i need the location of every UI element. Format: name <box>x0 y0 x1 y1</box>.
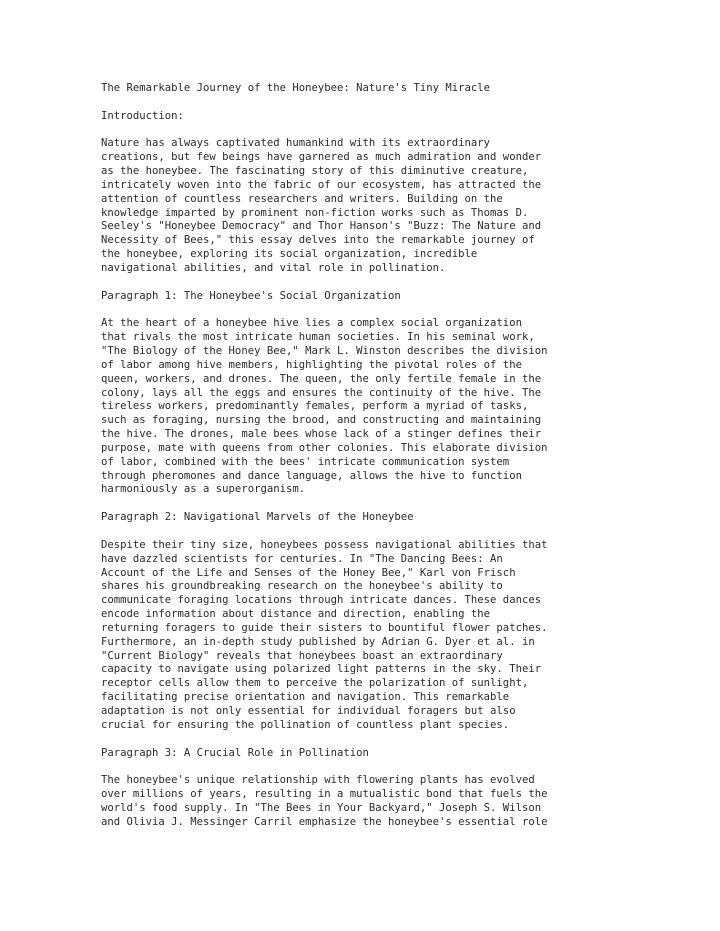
text-line: queen, workers, and drones. The queen, the only fertile female in the <box>101 372 542 385</box>
section-social-organization <box>101 290 631 498</box>
text-line: have dazzled scientists for centuries. In "The Dancing Bees: An <box>101 552 503 565</box>
section-navigational-marvels <box>101 511 631 733</box>
spacer <box>101 760 631 774</box>
spacer <box>101 304 631 318</box>
text-line: adaptation is not only essential for individual foragers but also <box>101 704 516 717</box>
text-line: Necessity of Bees," this essay delves into the remarkable journey of <box>101 234 535 247</box>
section-heading: Paragraph 2: Navigational Marvels of the Honeybee <box>101 511 414 524</box>
text-line: Seeley's "Honeybee Democracy" and Thor Hanson's "Buzz: The Nature and <box>101 220 542 233</box>
text-line: harmoniously as a superorganism. <box>101 483 306 496</box>
document-page <box>101 82 631 830</box>
spacer <box>101 96 631 110</box>
text-line: colony, lays all the eggs and ensures the continuity of the hive. The <box>101 386 542 399</box>
text-line: such as foraging, nursing the brood, and constructing and maintaining <box>101 414 542 427</box>
text-line: the hive. The drones, male bees whose lack of a stinger defines their <box>101 428 542 441</box>
text-line: as the honeybee. The fascinating story of this diminutive creature, <box>101 165 529 178</box>
text-line: of labor among hive members, highlighting the pivotal roles of the <box>101 358 522 371</box>
spacer <box>101 733 631 747</box>
text-line: over millions of years, resulting in a mutualistic bond that fuels the <box>101 788 548 801</box>
text-line: Furthermore, an in-depth study published by Adrian G. Dyer et al. in <box>101 635 535 648</box>
text-line: through pheromones and dance language, allows the hive to function <box>101 469 522 482</box>
text-line: receptor cells allow them to perceive the polarization of sunlight, <box>101 677 529 690</box>
text-line: tireless workers, predominantly females, perform a myriad of tasks, <box>101 400 529 413</box>
text-line: "Current Biology" reveals that honeybees boast an extraordinary <box>101 649 503 662</box>
text-line: facilitating precise orientation and navigation. This remarkable <box>101 691 510 704</box>
section-pollination <box>101 747 631 830</box>
spacer <box>101 525 631 539</box>
spacer <box>101 497 631 511</box>
text-line: intricately woven into the fabric of our ecosystem, has attracted the <box>101 178 542 191</box>
section-heading: Paragraph 1: The Honeybee's Social Organization <box>101 289 401 302</box>
text-line: attention of countless researchers and writers. Building on the <box>101 192 503 205</box>
text-line: the honeybee, exploring its social organization, incredible <box>101 248 478 261</box>
text-line: Nature has always captivated humankind with its extraordinary <box>101 137 491 150</box>
section-heading: Introduction: <box>101 109 184 122</box>
text-line: communicate foraging locations through intricate dances. These dances <box>101 594 542 607</box>
text-line: navigational abilities, and vital role in pollination. <box>101 261 446 274</box>
text-line: shares his groundbreaking research on the honeybee's ability to <box>101 580 503 593</box>
text-line: encode information about distance and direction, enabling the <box>101 608 491 621</box>
section-heading: Paragraph 3: A Crucial Role in Pollination <box>101 746 369 759</box>
spacer <box>101 124 631 138</box>
text-line: crucial for ensuring the pollination of countless plant species. <box>101 718 510 731</box>
text-line: Despite their tiny size, honeybees possess navigational abilities that <box>101 538 548 551</box>
text-line: "The Biology of the Honey Bee," Mark L. Winston describes the division <box>101 345 548 358</box>
text-line: and Olivia J. Messinger Carril emphasize the honeybee's essential role <box>101 815 548 828</box>
text-line: returning foragers to guide their sisters to bountiful flower patches. <box>101 621 548 634</box>
text-line: world's food supply. In "The Bees in Your Backyard," Joseph S. Wilson <box>101 801 542 814</box>
text-line: purpose, mate with queens from other colonies. This elaborate division <box>101 441 548 454</box>
document-title: The Remarkable Journey of the Honeybee: Nature's Tiny Miracle <box>101 82 491 94</box>
text-line: creations, but few beings have garnered as much admiration and wonder <box>101 151 542 164</box>
spacer <box>101 276 631 290</box>
text-line: capacity to navigate using polarized light patterns in the sky. Their <box>101 663 542 676</box>
text-line: of labor, combined with the bees' intricate communication system <box>101 455 510 468</box>
text-line: knowledge imparted by prominent non-fiction works such as Thomas D. <box>101 206 529 219</box>
text-line: that rivals the most intricate human societies. In his seminal work, <box>101 331 535 344</box>
text-line: Account of the Life and Senses of the Honey Bee," Karl von Frisch <box>101 566 516 579</box>
section-introduction <box>101 110 631 276</box>
text-line: At the heart of a honeybee hive lies a complex social organization <box>101 317 522 330</box>
text-line: The honeybee's unique relationship with flowering plants has evolved <box>101 774 535 787</box>
